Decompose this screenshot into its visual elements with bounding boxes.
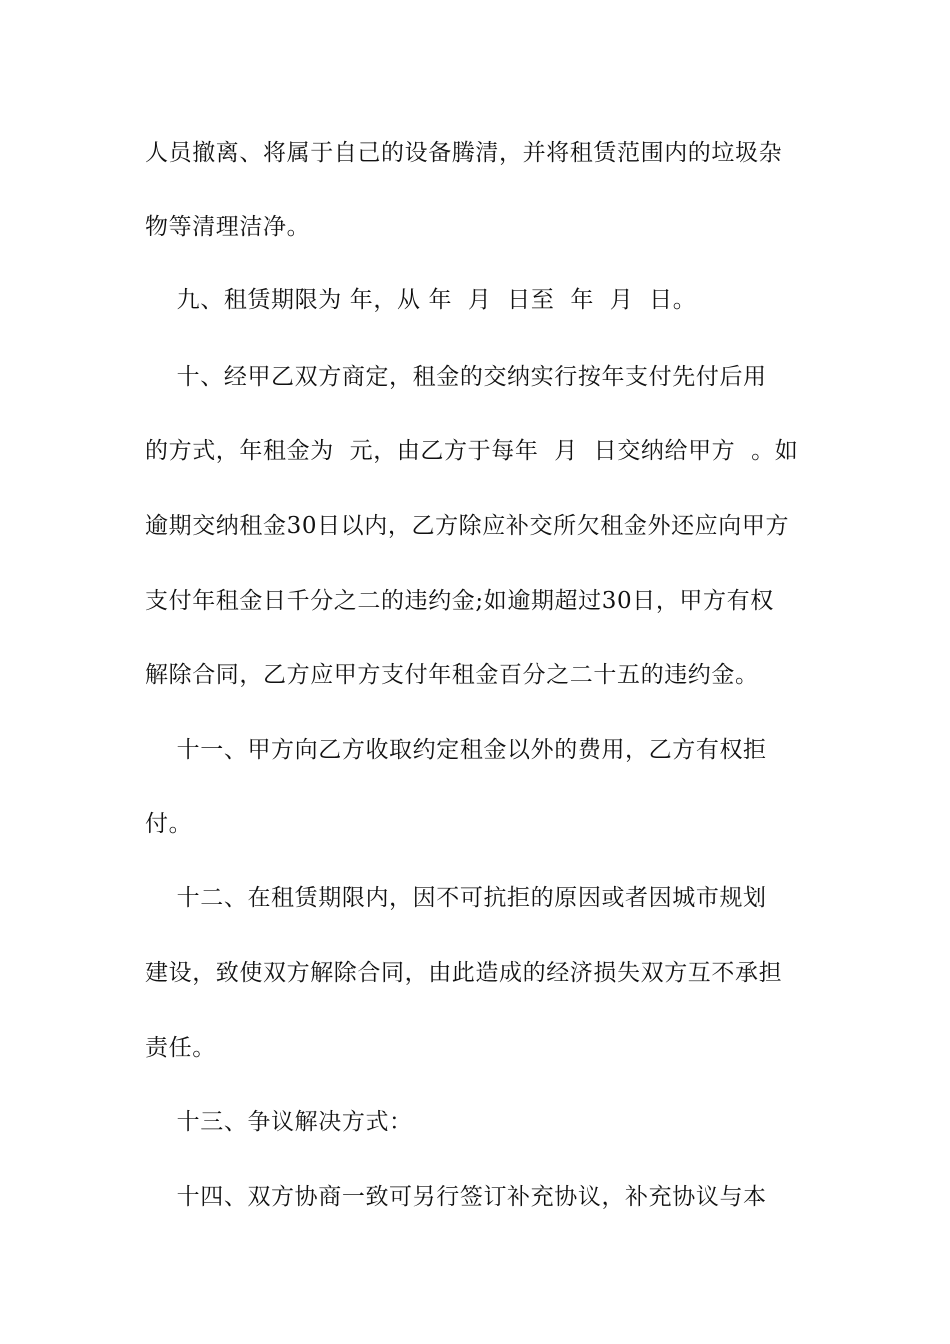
- text-line-6: 逾期交纳租金30日以内，乙方除应补交所欠租金外还应向甲方: [145, 513, 790, 539]
- text-line-5: 的方式，年租金为 元，由乙方于每年 月 日交纳给甲方 。如: [145, 438, 799, 464]
- text-line-12: 建设，致使双方解除合同，由此造成的经济损失双方互不承担: [145, 960, 783, 986]
- text-line-13: 责任。: [145, 1035, 216, 1061]
- text-line-11: 十二、在租赁期限内，因不可抗拒的原因或者因城市规划: [145, 885, 767, 911]
- text-line-10: 付。: [145, 811, 193, 837]
- text-line-15: 十四、双方协商一致可另行签订补充协议，补充协议与本: [145, 1184, 767, 1210]
- text-line-1: 人员撤离、将属于自己的设备腾清，并将租赁范围内的垃圾杂: [145, 140, 783, 166]
- text-line-3: 九、租赁期限为 年，从 年 月 日至 年 月 日。: [145, 287, 697, 313]
- text-line-2: 物等清理洁净。: [145, 214, 311, 240]
- text-line-8: 解除合同，乙方应甲方支付年租金百分之二十五的违约金。: [145, 662, 759, 688]
- text-line-7: 支付年租金日千分之二的违约金;如逾期超过30日，甲方有权: [145, 588, 774, 614]
- text-line-4: 十、经甲乙双方商定，租金的交纳实行按年支付先付后用: [145, 364, 767, 390]
- text-line-9: 十一、甲方向乙方收取约定租金以外的费用，乙方有权拒: [145, 737, 767, 763]
- text-line-14: 十三、争议解决方式：: [145, 1109, 413, 1135]
